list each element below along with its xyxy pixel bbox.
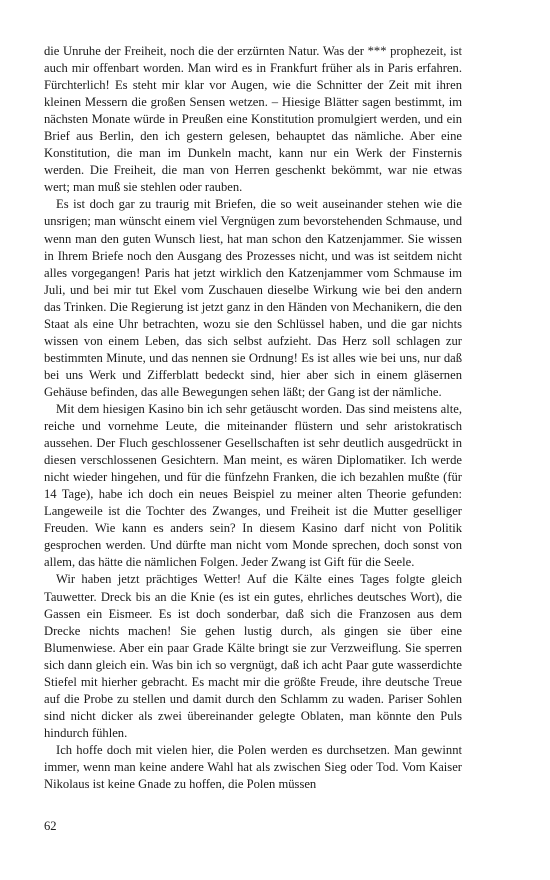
paragraph-freiheit: die Unruhe der Freiheit, noch die der erzürnten Natur. Was der *** prophezeit, ist auch mir offenbart worden. Man wird es in Frankfurt früher als in Paris erfahren. Fürchterlich! Es steht mir klar vor Augen, wie die Schnitter der Zeit mit ihren kleinen Messern die großen Sensen wetzen. – Hiesige Blätter sagen bestimmt, im nächsten Monate würde in Preußen eine Konstitution promulgiert werden, und ein Brief aus Berlin, den ich gestern gelesen, behauptet das nämliche. Aber eine Konstitution, die man im Dunkeln macht, kann nur ein Werk der Finsternis werden. Die Freiheit, die man von Herren geschenkt bekömmt, war nie etwas wert; man muß sie stehlen oder rauben. [44, 44, 462, 195]
paragraph-kasino: Mit dem hiesigen Kasino bin ich sehr getäuscht worden. Das sind meistens alte, reiche und vornehme Leute, die miteinander flüstern und sehr aristokratisch aussehen. Der Fluch geschlossener Gesellschaften ist sehr deutlich ausgedrückt in diesen verschlossenen Gesichtern. Man meint, es wären Diplomatiker. Ich werde nicht wieder hingehen, und für die fünfzehn Franken, die ich bezahlen mußte (für 14 Tage), habe ich doch ein neues Beispiel zu meiner alten Theorie gefunden: Langeweile ist die Tochter des Zwanges, und Freiheit ist die Mutter geselliger Freuden. Wie kann es anders sein? In diesem Kasino darf nicht von Politik gesprochen werden. Und dürfte man nicht vom Monde sprechen, doch sonst von allem, das hätte die nämlichen Folgen. Jeder Zwang ist Gift für die Seele. [44, 401, 462, 570]
paragraph-briefe: Es ist doch gar zu traurig mit Briefen, die so weit auseinander stehen wie die unsrigen; man wünscht einem viel Vergnügen zum bevorstehenden Schmause, und wenn man den guten Wunsch liest, hat man schon den Katzenjammer. Sie wissen in Ihrem Briefe noch den Ausgang des Prozesses nicht, und was ist seitdem nicht alles vorgegangen! Paris hat jetzt wirklich den Katzenjammer vom Schmause im Juli, und bei mir tut Ekel vom Zuschauen dieselbe Wirkung wie bei den andern das Trinken. Die Regierung ist jetzt ganz in den Händen von Mechanikern, die den Staat als eine Uhr betrachten, wozu sie den Schlüssel haben, und die gar nichts wissen von einem Leben, das sich selbst aufzieht. Das Herz soll schlagen zur bestimmten Minute, und das nennen sie Ordnung! Es ist alles wie bei uns, nur daß bei uns Werk und Zifferblatt bedeckt sind, hier aber sich in einem gläsernen Gehäuse befinden, das alle Bewegungen sehen läßt; der Gang ist der nämliche. [44, 197, 462, 399]
paragraph-wetter: Wir haben jetzt prächtiges Wetter! Auf die Kälte eines Tages folgte gleich Tauwetter. Dreck bis an die Knie (es ist ein gutes, ehrliches deutsches Wort), die Gassen ein Eismeer. Es ist doch sonderbar, daß sich die Franzosen aus dem Drecke nichts machen! Sie gehen lustig durch, als gingen sie über eine Blumenwiese. Aber ein paar Grade Kälte bringt sie zur Verzweiflung. Sie sperren sich dann gleich ein. Was bin ich so vergnügt, daß ich acht Paar gute wasserdichte Stiefel mit hierher gebracht. Es macht mir die größte Freude, ihre deutsche Treue auf die Probe zu stellen und damit durch den Schlamm zu waden. Pariser Sohlen sind nicht dicker als zwei übereinander gelegte Oblaten, man könnte den Puls hindurch fühlen. [44, 572, 462, 740]
body-text [44, 43, 462, 793]
paragraph-polen: Ich hoffe doch mit vielen hier, die Polen werden es durchsetzen. Man gewinnt immer, wenn man keine andere Wahl hat als zwischen Sieg oder Tod. Vom Kaiser Nikolaus ist keine Gnade zu hoffen, die Polen müssen [44, 742, 462, 792]
page-number: 62 [44, 819, 57, 833]
